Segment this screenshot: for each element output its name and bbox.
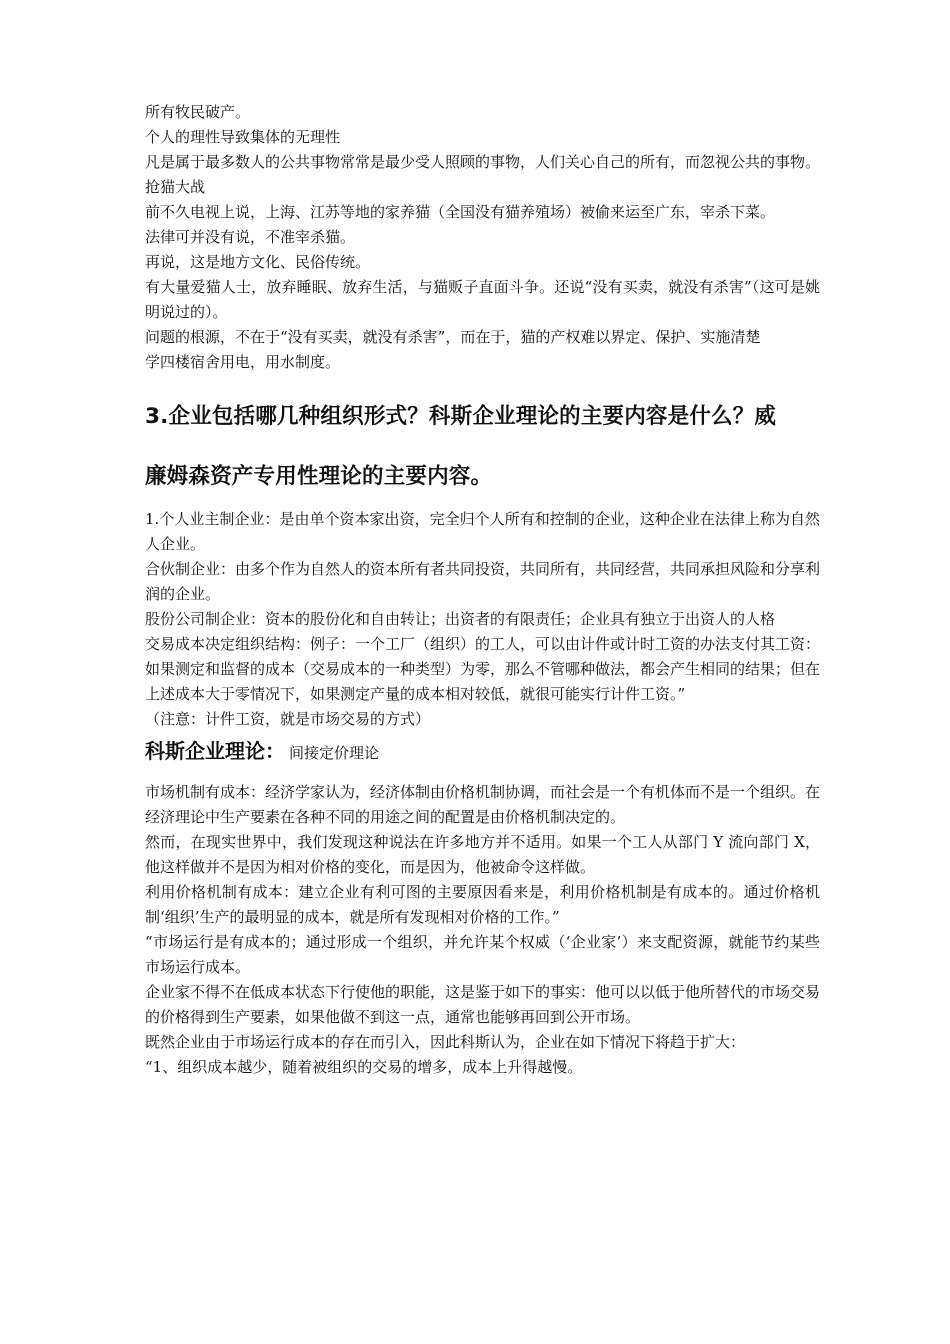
paragraph: 市场机制有成本：经济学家认为，经济体制由价格机制协调，而社会是一个有机体而不是一个组织。在经济理论中生产要素在各种不同的用途之间的配置是由价格机制决定的。 <box>145 783 821 826</box>
paragraph: 企业家不得不在低成本状态下行使他的职能，这是鉴于如下的事实：他可以以低于他所替代的市场交易的价格得到生产要素，如果他做不到这一点，通常也能够再回到公开市场。 <box>145 983 821 1026</box>
section-heading-line-1: 3.企业包括哪几种组织形式？科斯企业理论的主要内容是什么？威 <box>145 404 777 429</box>
paragraph: 学四楼宿舍用电，用水制度。 <box>145 353 341 371</box>
document-body <box>145 100 820 1080</box>
paragraph: 合伙制企业：由多个作为自然人的资本所有者共同投资，共同所有，共同经营，共同承担风险和分享利润的企业。 <box>145 560 821 603</box>
subheading <box>145 734 820 770</box>
paragraph: 问题的根源，不在于“没有买卖，就没有杀害”，而在于，猫的产权难以界定、保护、实施清楚 <box>145 328 761 346</box>
paragraph: 抢猫大战 <box>145 178 206 196</box>
paragraph: 利用价格机制有成本：建立企业有利可图的主要原因看来是，利用价格机制是有成本的。通过价格机制‘组织’生产的最明显的成本，就是所有发现相对价格的工作。” <box>145 883 820 926</box>
paragraph: 个人的理性导致集体的无理性 <box>145 128 341 146</box>
paragraph: 1.个人业主制企业：是由单个资本家出资，完全归个人所有和控制的企业，这种企业在法律上称为自然人企业。 <box>145 510 820 553</box>
paragraph: 再说，这是地方文化、民俗传统。 <box>145 253 371 271</box>
paragraph: “市场运行是有成本的；通过形成一个组织，并允许某个权威（‘企业家’）来支配资源，就能节约某些市场运行成本。 <box>145 933 820 976</box>
subheading-note: 间接定价理论 <box>289 744 380 762</box>
paragraph: “1、组织成本越少，随着被组织的交易的增多，成本上升得越慢。 <box>145 1058 583 1076</box>
section-heading-line-2: 廉姆森资产专用性理论的主要内容。 <box>145 464 493 489</box>
paragraph: 有大量爱猫人士，放弃睡眠、放弃生活，与猫贩子直面斗争。还说“没有买卖，就没有杀害”（这可是姚明说过的）。 <box>145 278 820 321</box>
paragraph: 然而，在现实世界中，我们发现这种说法在许多地方并不适用。如果一个工人从部门 Y 流向部门 X，他这样做并不是因为相对价格的变化，而是因为，他被命令这样做。 <box>145 833 820 876</box>
paragraph: 股份公司制企业：资本的股份化和自由转让；出资者的有限责任；企业具有独立于出资人的人格 <box>145 610 776 628</box>
paragraph: 交易成本决定组织结构：例子：一个工厂（组织）的工人，可以由计件或计时工资的办法支付其工资：如果测定和监督的成本（交易成本的一种类型）为零，那么不管哪种做法，都会产生相同的结果；但在上述成本大于零情况下，如果测定产量的成本相对较低，就很可能实行计件工资。” <box>145 635 821 703</box>
paragraph: 凡是属于最多数人的公共事物常常是最少受人照顾的事物，人们关心自己的所有，而忽视公共的事物。 <box>145 153 821 171</box>
paragraph: 所有牧民破产。 <box>145 103 251 121</box>
paragraph: （注意：计件工资，就是市场交易的方式） <box>145 710 431 728</box>
paragraph: 法律可并没有说，不准宰杀猫。 <box>145 228 356 246</box>
paragraph: 前不久电视上说，上海、江苏等地的家养猫（全国没有猫养殖场）被偷来运至广东，宰杀下菜。 <box>145 203 776 221</box>
paragraph: 既然企业由于市场运行成本的存在而引入，因此科斯认为，企业在如下情况下将趋于扩大： <box>145 1033 746 1051</box>
subheading-title: 科斯企业理论： <box>145 739 285 763</box>
section-heading <box>145 387 820 507</box>
